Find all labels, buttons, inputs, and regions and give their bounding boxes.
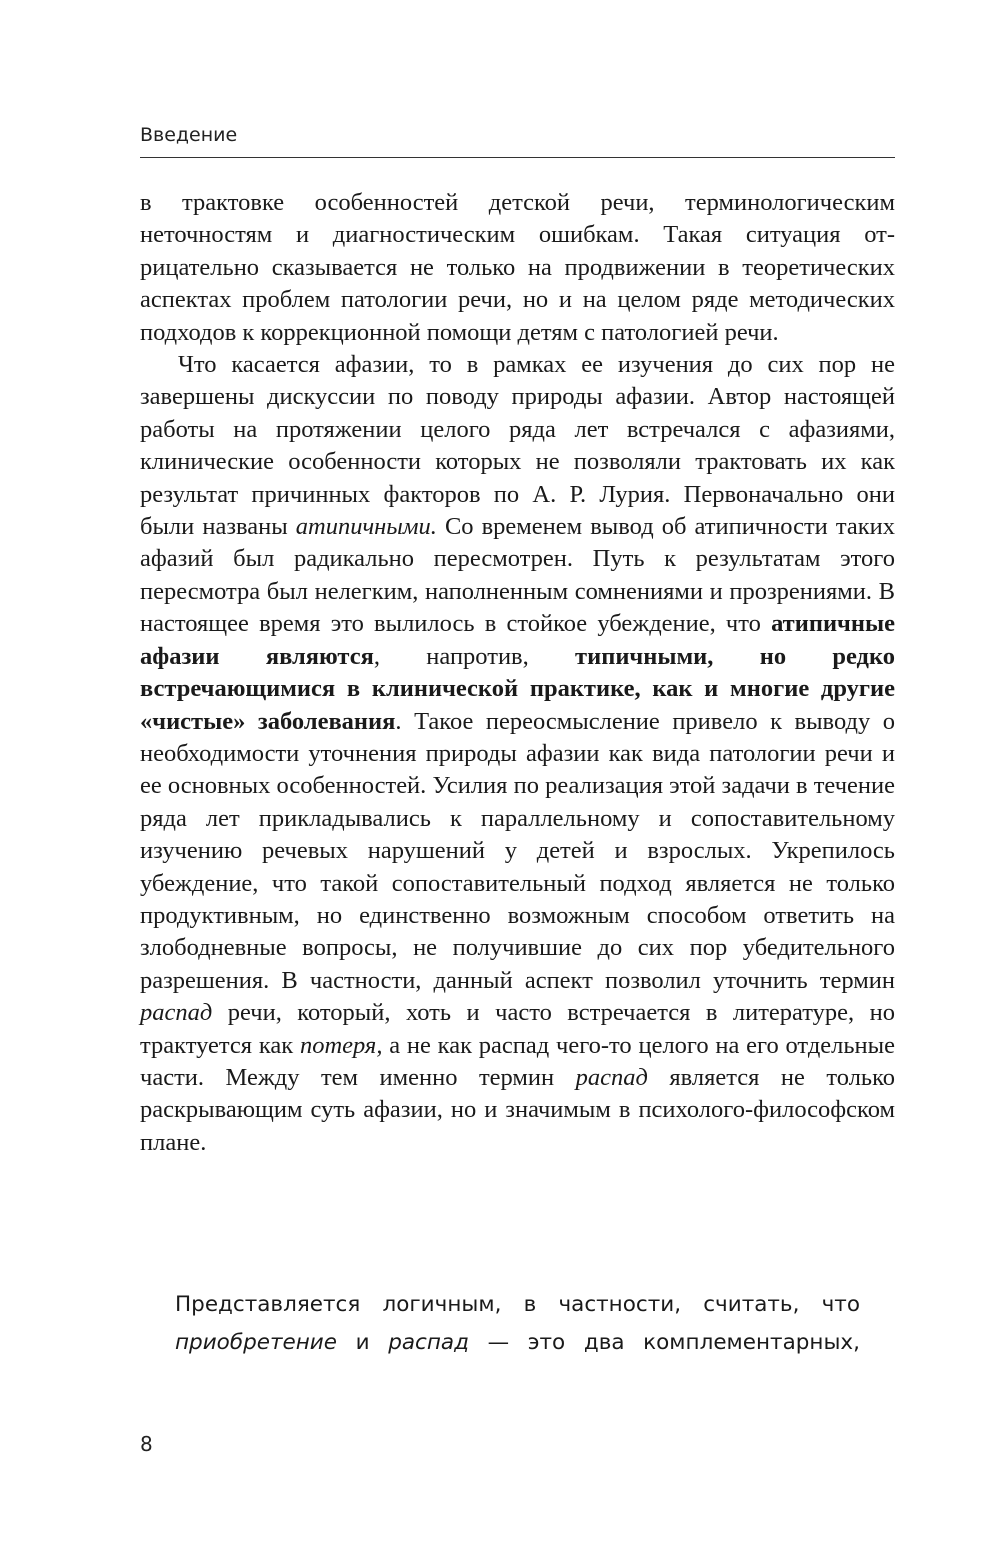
callout-text: Представляется логичным, в частности, считать, что — [175, 1292, 860, 1317]
italic-term-poterya: потеря, — [299, 1031, 383, 1059]
italic-term-raspad: распад — [575, 1063, 648, 1091]
italic-term-raspad: распад — [388, 1330, 469, 1355]
paragraph-2 — [140, 349, 895, 1159]
paragraph-2-text: , напротив, — [373, 642, 576, 670]
callout-text: и — [336, 1330, 389, 1355]
paragraph-2-text: Со временем вывод об атипичности таких афазий был радикально пересмотрен. Путь к результатам этого пересмотра был нелегким, наполненным сомнениями и прозрениями. В настоящее время это вылилось в стойкое убеждение, что — [140, 513, 895, 638]
italic-term-atypical: атипичными. — [295, 513, 437, 541]
paragraph-2-text: речи, который, хоть и часто встречается в литературе, но трактуется как — [140, 999, 895, 1059]
paragraph-1: в трактовке особенностей детской речи, терминологическим неточностям и диагностическим ошибкам. Такая ситуация отрицательно сказывается не только на продвижении в теоретических аспектах проблем патологии речи, но и на целом ряде методических подходов к коррекционной помощи детям с патологией речи. — [140, 189, 895, 346]
paragraph-2-text: является не только раскрывающим суть афазии, но и значимым в психолого-философском плане. — [140, 1063, 896, 1156]
paragraph-2-text: Что касается афазии, то в рамках ее изучения до сих пор не завершены дискуссии по поводу природы афазии. Автор настоящей работы на протяжении целого ряда лет встречался с афазиями, клинические особенности которых не позволяли трактовать их как результат причинных факторов по А. Р. Лурия. Первоначально они были названы — [140, 351, 895, 541]
callout-text: — это два комплементарных, — [468, 1330, 860, 1355]
bold-statement-2: типичными, но редко встречающимися в клинической практике, как и многие другие «чистые» заболевания — [140, 642, 895, 735]
body-text — [140, 187, 895, 1159]
italic-term-acquisition: приобретение — [175, 1330, 337, 1355]
paragraph-2-text: а не как распад чего-то целого на его отдельные части. Между тем именно термин — [140, 1031, 896, 1091]
header-rule — [140, 157, 895, 158]
bold-statement-1: атипичные афазии являются — [140, 610, 895, 670]
page-number: 8 — [140, 1432, 153, 1456]
italic-term-raspad: распад — [140, 999, 213, 1027]
running-head: Введение — [140, 124, 238, 146]
paragraph-2-text: . Такое переосмысление привело к выводу о необходимости уточнения природы афазии как вида патологии речи и ее основных особенностей. Усилия по реализация этой задачи в течение ряда лет прикладывались к параллельному и сопоставительному изучению речевых нарушений у детей и взрослых. Укрепилось убеждение, что такой сопоставительный подход является не только продуктивным, но единственно возможным способом ответить на злободневные вопросы, не получившие до сих пор убедительного разрешения. В частности, данный аспект позволил уточнить термин — [140, 707, 895, 994]
callout-quote — [175, 1286, 860, 1362]
